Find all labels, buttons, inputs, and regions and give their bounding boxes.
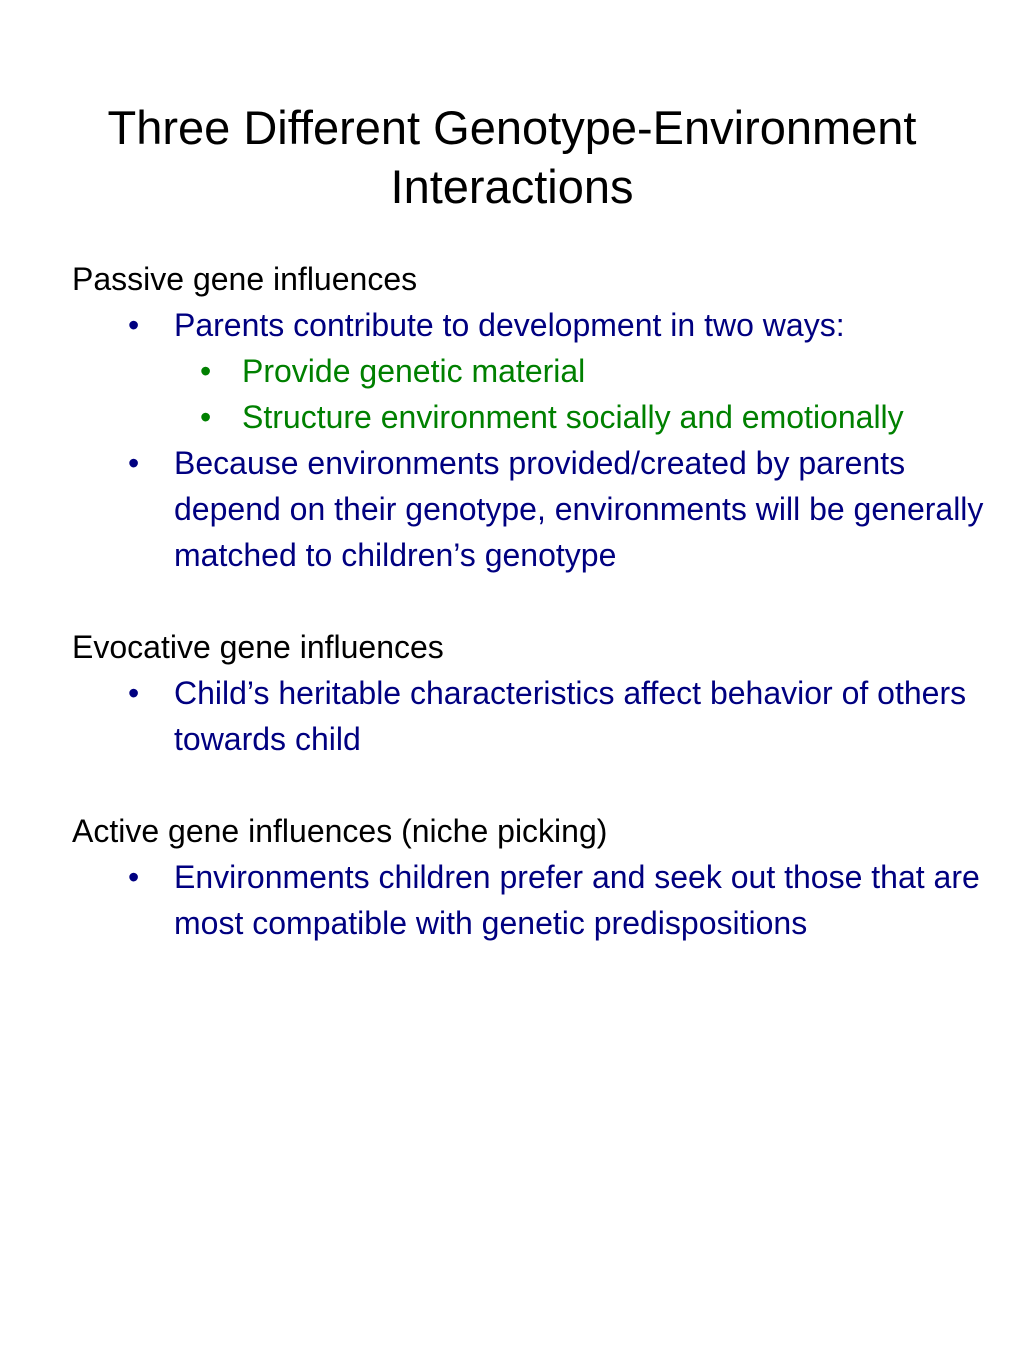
section-active (72, 808, 992, 946)
bullet-list (72, 302, 992, 578)
bullet-icon: • (200, 399, 212, 435)
section-heading-active: Active gene influences (niche picking) (72, 813, 608, 849)
sub-list-item (72, 348, 992, 394)
list-item-text: Environments children prefer and seek out those that are most compatible with genetic predispositions (174, 859, 980, 941)
list-item (72, 302, 992, 348)
sub-list-item-text: Structure environment socially and emotionally (242, 399, 904, 435)
section-evocative (72, 624, 992, 762)
slide-title (0, 98, 1024, 216)
list-item (72, 440, 992, 578)
list-item-text: Child’s heritable characteristics affect behavior of others towards child (174, 675, 967, 757)
bullet-icon: • (128, 307, 140, 343)
title-line-2: Interactions (390, 160, 634, 213)
bullet-list (72, 854, 992, 946)
section-heading-passive: Passive gene influences (72, 261, 418, 297)
slide-body (72, 256, 992, 992)
list-item (72, 854, 992, 946)
list-item-text: Parents contribute to development in two ways: (174, 307, 845, 343)
bullet-icon: • (128, 675, 140, 711)
list-item (72, 670, 992, 762)
section-passive (72, 256, 992, 578)
section-heading-evocative: Evocative gene influences (72, 629, 444, 665)
bullet-list (72, 670, 992, 762)
bullet-icon: • (200, 353, 212, 389)
bullet-icon: • (128, 445, 140, 481)
title-line-1: Three Different Genotype-Environment (107, 101, 917, 154)
sub-list-item-text: Provide genetic material (242, 353, 586, 389)
sub-list-item (72, 394, 992, 440)
list-item-text: Because environments provided/created by parents depend on their genotype, environments will be generally matched to children’s genotype (174, 445, 984, 573)
bullet-icon: • (128, 859, 140, 895)
